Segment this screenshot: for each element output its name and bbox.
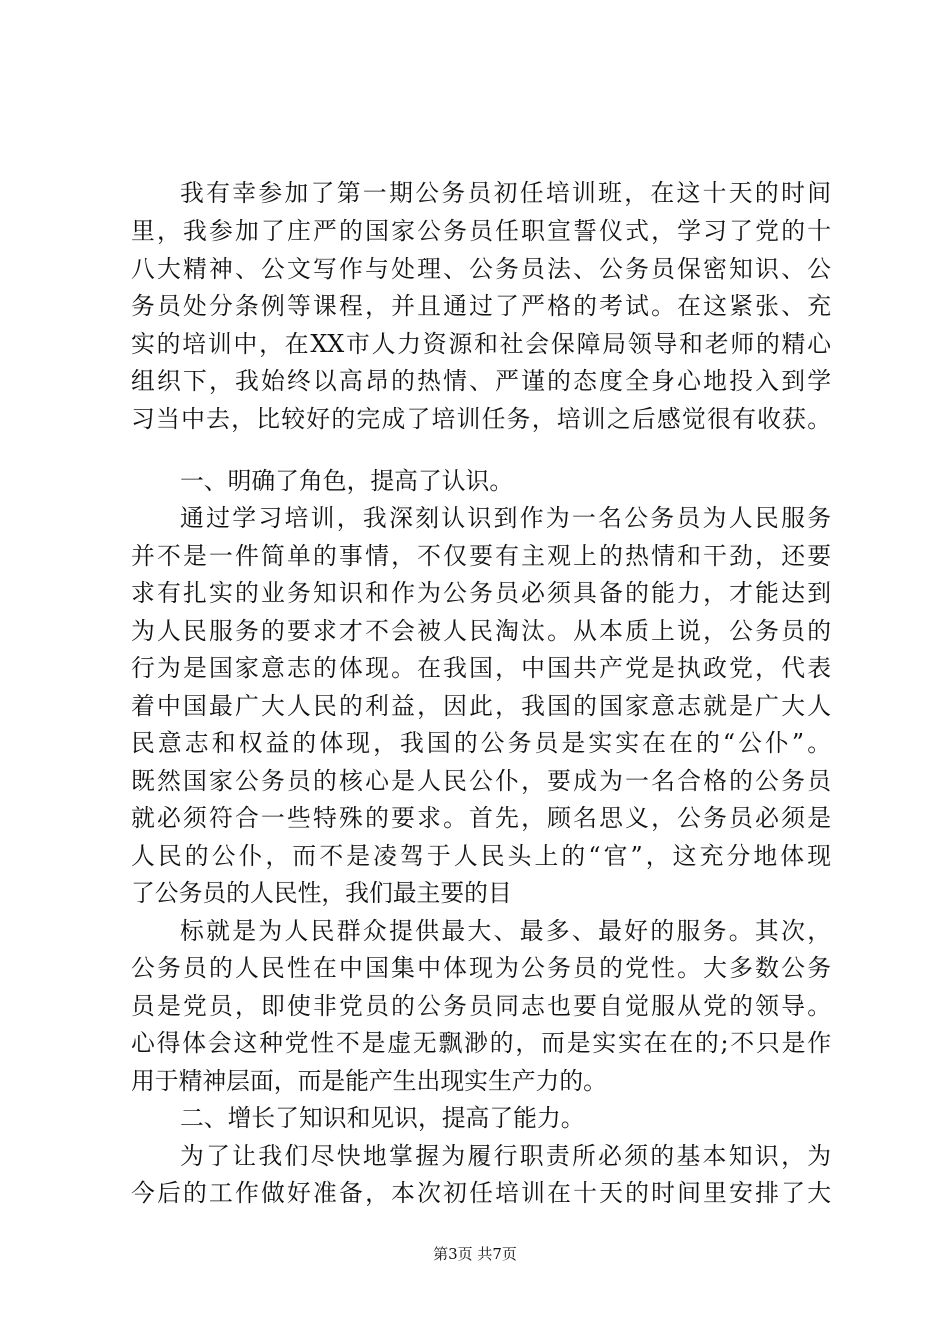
paragraph-3-line-4: 心得体会这种党性不是虚无飘渺的，而是实实在在的;不只是作 — [131, 1029, 831, 1057]
paragraph-2-line-11: 了公务员的人民性，我们最主要的目 — [131, 879, 512, 907]
paragraph-2-line-3: 求有扎实的业务知识和作为公务员必须具备的能力，才能达到 — [131, 579, 831, 607]
paragraph-2-line-6: 着中国最广大人民的利益，因此，我国的国家意志就是广大人 — [131, 692, 831, 720]
paragraph-2-line-10: 人民的公仆，而不是凌驾于人民头上的“官”，这充分地体现 — [131, 842, 831, 870]
paragraph-2-line-2: 并不是一件简单的事情，不仅要有主观上的热情和干劲，还要 — [131, 542, 831, 570]
paragraph-2-line-5: 行为是国家意志的体现。在我国，中国共产党是执政党，代表 — [131, 654, 831, 682]
section-heading-1: 一、明确了角色，提高了认识。 — [180, 467, 514, 495]
paragraph-1-line-6: 组织下，我始终以高昂的热情、严谨的态度全身心地投入到学 — [131, 367, 831, 395]
paragraph-3-line-1: 标就是为人民群众提供最大、最多、最好的服务。其次， — [180, 917, 831, 945]
paragraph-2-line-4: 为人民服务的要求才不会被人民淘汰。从本质上说，公务员的 — [131, 617, 831, 645]
paragraph-4-line-1: 为了让我们尽快地掌握为履行职责所必须的基本知识，为 — [180, 1142, 831, 1170]
page-number-footer: 第3页 共7页 — [433, 1245, 517, 1263]
paragraph-2-line-9: 就必须符合一些特殊的要求。首先，顾名思义，公务员必须是 — [131, 804, 831, 832]
paragraph-1-line-1: 我有幸参加了第一期公务员初任培训班，在这十天的时间 — [180, 179, 831, 207]
paragraph-2-line-7: 民意志和权益的体现，我国的公务员是实实在在的“公仆”。 — [131, 729, 831, 757]
paragraph-3-line-3: 员是党员，即使非党员的公务员同志也要自觉服从党的领导。 — [131, 992, 831, 1020]
section-heading-2: 二、增长了知识和见识，提高了能力。 — [180, 1104, 585, 1132]
paragraph-3-line-5: 用于精神层面，而是能产生出现实生产力的。 — [131, 1067, 607, 1095]
paragraph-3-line-2: 公务员的人民性在中国集中体现为公务员的党性。大多数公务 — [131, 954, 831, 982]
paragraph-4-line-2: 今后的工作做好准备，本次初任培训在十天的时间里安排了大 — [131, 1179, 831, 1207]
paragraph-1-line-3: 八大精神、公文写作与处理、公务员法、公务员保密知识、公 — [131, 255, 831, 283]
paragraph-1-line-7: 习当中去，比较好的完成了培训任务，培训之后感觉很有收获。 — [131, 405, 831, 433]
paragraph-1-line-4: 务员处分条例等课程，并且通过了严格的考试。在这紧张、充 — [131, 292, 831, 320]
paragraph-2-line-1: 通过学习培训，我深刻认识到作为一名公务员为人民服务 — [180, 504, 831, 532]
paragraph-2-line-8: 既然国家公务员的核心是人民公仆，要成为一名合格的公务员 — [131, 767, 831, 795]
paragraph-1-line-5: 实的培训中，在XX市人力资源和社会保障局领导和老师的精心 — [131, 330, 831, 358]
paragraph-1-line-2: 里，我参加了庄严的国家公务员任职宣誓仪式，学习了党的十 — [131, 217, 831, 245]
